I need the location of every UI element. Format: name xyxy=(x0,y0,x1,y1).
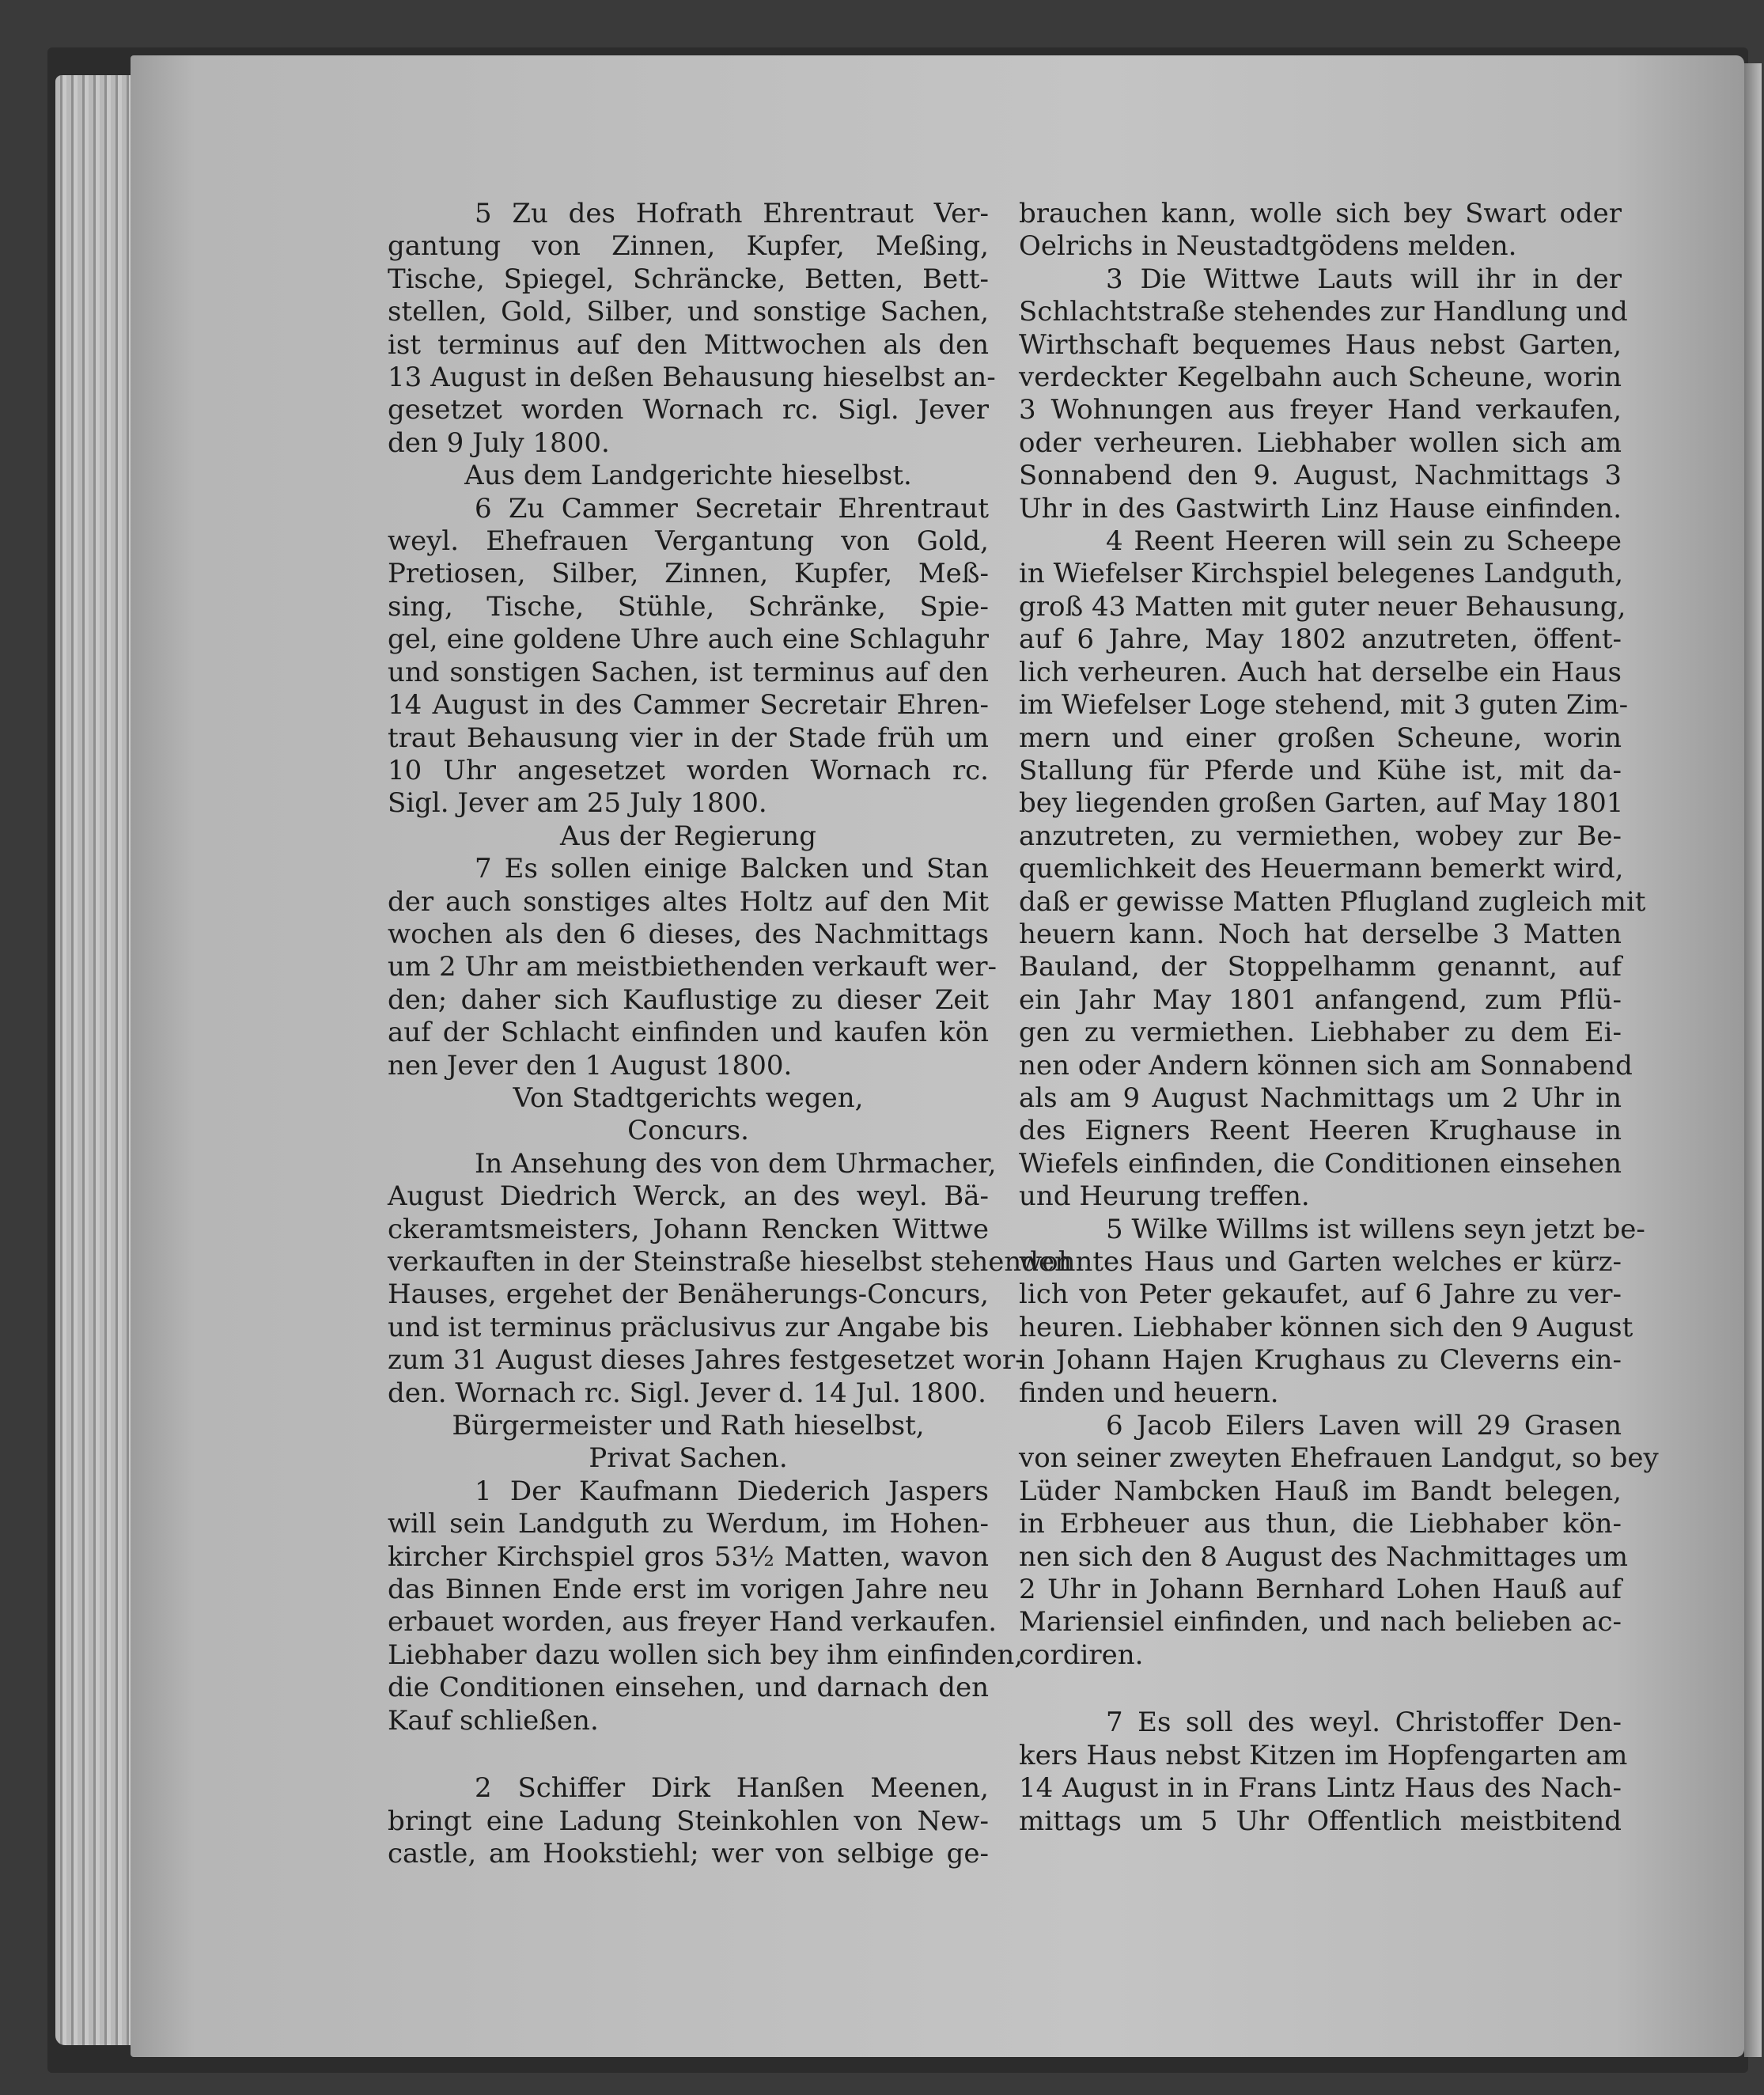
text-line: in Johann Hajen Krughaus zu Cleverns ein- xyxy=(1019,1344,1622,1377)
text-line: der auch sonstiges altes Holtz auf den Mit xyxy=(388,885,989,918)
section-heading: Aus dem Landgerichte hieselbst. xyxy=(464,460,912,492)
text-line: traut Behausung vier in der Stade früh um xyxy=(388,722,989,754)
text-line: heuren. Liebhaber können sich den 9 August xyxy=(1019,1311,1633,1343)
text-line: Tische, Spiegel, Schräncke, Betten, Bett- xyxy=(388,263,989,295)
text-line: ist terminus auf den Mittwochen als den xyxy=(388,328,989,361)
text-line: Sigl. Jever am 25 July 1800. xyxy=(388,787,767,820)
text-line: von seiner zweyten Ehefrauen Landgut, so bey xyxy=(1019,1442,1659,1475)
text-line: und Heurung treffen. xyxy=(1019,1180,1310,1213)
text-line: nen sich den 8 August des Nachmittages um xyxy=(1019,1540,1628,1573)
text-line: sing, Tische, Stühle, Schränke, Spie- xyxy=(388,590,989,623)
text-line: nen Jever den 1 August 1800. xyxy=(388,1049,793,1082)
text-line: Hauses, ergehet der Benäherungs-Concurs, xyxy=(388,1279,989,1311)
text-line: quemlichkeit des Heuermann bemerkt wird, xyxy=(1019,853,1624,885)
text-line: und sonstigen Sachen, ist terminus auf den xyxy=(388,656,989,688)
text-line: auf der Schlacht einfinden und kaufen kön xyxy=(388,1017,989,1049)
paragraph-gap xyxy=(1019,1672,1622,1707)
text-line: erbauet worden, aus freyer Hand verkaufen. xyxy=(388,1606,997,1638)
text-line: anzutreten, zu vermiethen, wobey zur Be- xyxy=(1019,820,1622,852)
text-line: die Conditionen einsehen, und darnach den xyxy=(388,1672,989,1704)
left-column xyxy=(388,198,1073,1870)
text-line: gen zu vermiethen. Liebhaber zu dem Ei- xyxy=(1019,1017,1622,1049)
text-line: gesetzet worden Wornach rc. Sigl. Jever xyxy=(388,394,989,426)
text-line: Liebhaber dazu wollen sich bey ihm einfinden, xyxy=(388,1638,1024,1671)
text-line: 6 Zu Cammer Secretair Ehrentraut xyxy=(475,492,989,525)
text-line: 14 August in des Cammer Secretair Ehren- xyxy=(388,689,989,722)
text-line: ckeramtsmeisters, Johann Rencken Wittwe xyxy=(388,1213,989,1245)
text-line: 2 Schiffer Dirk Hanßen Meenen, xyxy=(475,1772,989,1805)
text-line: brauchen kann, wolle sich bey Swart oder xyxy=(1019,198,1622,229)
text-line: kers Haus nebst Kitzen im Hopfengarten am xyxy=(1019,1739,1628,1771)
text-line: August Diedrich Werck, an des weyl. Bä- xyxy=(388,1180,989,1213)
text-line: 6 Jacob Eilers Laven will 29 Grasen xyxy=(1106,1410,1622,1442)
text-line: Schlachtstraße stehendes zur Handlung und xyxy=(1019,296,1628,328)
text-line: um 2 Uhr am meistbiethenden verkauft wer- xyxy=(388,951,997,983)
text-line: des Eigners Reent Heeren Krughause in xyxy=(1019,1115,1622,1147)
text-line: den. Wornach rc. Sigl. Jever d. 14 Jul. 1800. xyxy=(388,1377,986,1409)
section-heading: Concurs. xyxy=(627,1115,749,1147)
text-line: stellen, Gold, Silber, und sonstige Sachen, xyxy=(388,296,989,328)
text-line: 10 Uhr angesetzet worden Wornach rc. xyxy=(388,754,989,786)
text-line: in Erbheuer aus thun, die Liebhaber kön- xyxy=(1019,1508,1622,1540)
text-line: wohntes Haus und Garten welches er kürz- xyxy=(1019,1246,1622,1278)
text-line: groß 43 Matten mit guter neuer Behausung, xyxy=(1019,590,1626,623)
text-line: bey liegenden großen Garten, auf May 1801 xyxy=(1019,787,1624,820)
text-line: 3 Die Wittwe Lauts will ihr in der xyxy=(1106,263,1622,295)
text-line: lich verheuren. Auch hat derselbe ein Haus xyxy=(1019,656,1622,688)
text-line: weyl. Ehefrauen Vergantung von Gold, xyxy=(388,525,989,558)
text-line: 5 Zu des Hofrath Ehrentraut Ver- xyxy=(475,198,989,229)
text-line: castle, am Hookstiehl; wer von selbige ge- xyxy=(388,1837,989,1870)
text-line: Uhr in des Gastwirth Linz Hause einfinden. xyxy=(1019,492,1622,525)
text-line: Wiefels einfinden, die Conditionen einsehen xyxy=(1019,1147,1622,1180)
text-line: Kauf schließen. xyxy=(388,1704,599,1737)
text-line: Pretiosen, Silber, Zinnen, Kupfer, Meß- xyxy=(388,558,989,590)
text-line: wochen als den 6 dieses, des Nachmittags xyxy=(388,918,989,950)
text-line: nen oder Andern können sich am Sonnabend xyxy=(1019,1049,1633,1082)
text-line: Wirthschaft bequemes Haus nebst Garten, xyxy=(1019,328,1622,361)
section-heading: Bürgermeister und Rath hieselbst, xyxy=(452,1410,925,1442)
text-line: 7 Es soll des weyl. Christoffer Den- xyxy=(1106,1707,1622,1739)
section-heading: Aus der Regierung xyxy=(560,820,816,852)
text-line: 1 Der Kaufmann Diederich Jaspers xyxy=(475,1475,989,1507)
text-line: 5 Wilke Willms ist willens seyn jetzt be- xyxy=(1106,1213,1645,1245)
text-line: In Ansehung des von dem Uhrmacher, xyxy=(475,1147,997,1180)
text-line: kircher Kirchspiel gros 53½ Matten, wavon xyxy=(388,1540,989,1573)
text-line: 13 August in deßen Behausung hieselbst an- xyxy=(388,362,996,394)
text-line: Oelrichs in Neustadtgödens melden. xyxy=(1019,230,1517,263)
text-line: lich von Peter gekaufet, auf 6 Jahre zu ver- xyxy=(1019,1279,1622,1311)
text-line: ein Jahr May 1801 anfangend, zum Pflü- xyxy=(1019,983,1622,1016)
text-line: mern und einer großen Scheune, worin xyxy=(1019,722,1622,754)
text-line: verdeckter Kegelbahn auch Scheune, worin xyxy=(1019,362,1622,394)
text-line: in Wiefelser Kirchspiel belegenes Landguth, xyxy=(1019,558,1624,590)
text-line: Mariensiel einfinden, und nach belieben ac- xyxy=(1019,1606,1622,1638)
text-line: heuern kann. Noch hat derselbe 3 Matten xyxy=(1019,918,1622,950)
text-line: oder verheuren. Liebhaber wollen sich am xyxy=(1019,426,1622,459)
facing-page-edge xyxy=(1744,63,1762,2057)
text-line: Sonnabend den 9. August, Nachmittags 3 xyxy=(1019,460,1622,492)
text-line: finden und heuern. xyxy=(1019,1377,1279,1409)
section-heading: Privat Sachen. xyxy=(589,1442,788,1475)
text-line: bringt eine Ladung Steinkohlen von New- xyxy=(388,1805,989,1837)
text-line: 14 August in in Frans Lintz Haus des Nach- xyxy=(1019,1772,1622,1805)
text-line: als am 9 August Nachmittags um 2 Uhr in xyxy=(1019,1082,1622,1114)
text-line: und ist terminus präclusivus zur Angabe bis xyxy=(388,1311,990,1343)
text-line: mittags um 5 Uhr Offentlich meistbitend xyxy=(1019,1805,1622,1837)
right-column xyxy=(1019,198,1659,1838)
text-line: auf 6 Jahre, May 1802 anzutreten, öffent- xyxy=(1019,623,1622,656)
text-line: daß er gewisse Matten Pflugland zugleich mit xyxy=(1019,885,1646,918)
text-line: cordiren. xyxy=(1019,1638,1144,1671)
text-line: gel, eine goldene Uhre auch eine Schlaguhr xyxy=(388,623,989,656)
text-line: 4 Reent Heeren will sein zu Scheepe xyxy=(1106,525,1622,558)
section-heading: Von Stadtgerichts wegen, xyxy=(513,1082,864,1114)
text-line: Stallung für Pferde und Kühe ist, mit da- xyxy=(1019,754,1622,786)
text-line: den 9 July 1800. xyxy=(388,426,610,459)
text-line: im Wiefelser Loge stehend, mit 3 guten Zim- xyxy=(1019,689,1629,722)
paragraph-gap xyxy=(388,1737,989,1772)
text-line: 7 Es sollen einige Balcken und Stan xyxy=(475,853,989,885)
text-line: will sein Landguth zu Werdum, im Hohen- xyxy=(388,1508,989,1540)
text-line: 3 Wohnungen aus freyer Hand verkaufen, xyxy=(1019,394,1622,426)
text-line: 2 Uhr in Johann Bernhard Lohen Hauß auf xyxy=(1019,1574,1622,1606)
text-line: gantung von Zinnen, Kupfer, Meßing, xyxy=(388,230,989,263)
text-line: Lüder Nambcken Hauß im Bandt belegen, xyxy=(1019,1475,1622,1507)
text-line: den; daher sich Kauflustige zu dieser Zeit xyxy=(388,983,989,1016)
text-line: Bauland, der Stoppelhamm genannt, auf xyxy=(1019,951,1622,983)
text-line: zum 31 August dieses Jahres festgesetzet wor- xyxy=(388,1344,1024,1377)
text-line: verkauften in der Steinstraße hieselbst stehenden xyxy=(388,1246,1073,1278)
text-line: das Binnen Ende erst im vorigen Jahre neu xyxy=(388,1574,989,1606)
